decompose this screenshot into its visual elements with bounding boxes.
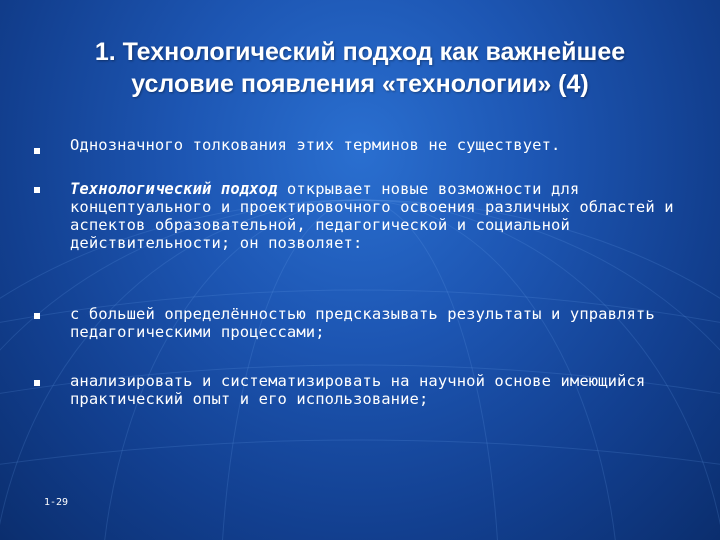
bullet-text-3: с большей определённостью предсказывать результаты и управлять педагогическими процессами; xyxy=(70,305,655,341)
bullet-text-4: анализировать и систематизировать на научной основе имеющийся практический опыт и его использование; xyxy=(70,372,646,408)
bullet-marker-4 xyxy=(34,380,40,386)
bullet-marker-3 xyxy=(34,313,40,319)
bullet-body-2: открывает новые возможности для концептуального и проектировочного освоения различных областей и аспектов образовательной, педагогической и социальной действительности; он позволяет: xyxy=(70,180,674,252)
bullet-marker-1 xyxy=(34,148,40,154)
slide-title xyxy=(40,36,680,100)
bullet-marker-2 xyxy=(34,187,40,193)
slide-title-line-1: 1. Технологический подход как важнейшее xyxy=(94,38,626,66)
bullet-text-1: Однозначного толкования этих терминов не существует. xyxy=(70,136,561,154)
bullet-emphasis-2: Технологический подход xyxy=(70,180,278,198)
slide-title-line-2: условие появления «технологии» (4) xyxy=(131,70,589,98)
bullet-text-2 xyxy=(70,180,690,252)
slide-number: 1-29 xyxy=(44,497,69,508)
